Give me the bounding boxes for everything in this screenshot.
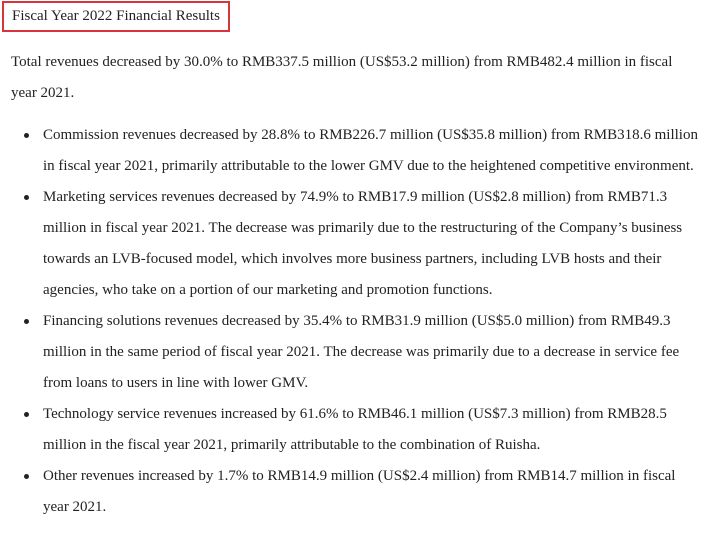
list-item-marketing-services-revenues <box>0 182 710 306</box>
list-item-commission-revenues <box>0 120 710 182</box>
bullet-dot-icon <box>24 474 29 479</box>
section-title: Fiscal Year 2022 Financial Results <box>12 8 220 24</box>
bullet-dot-icon <box>24 319 29 324</box>
list-item-other-revenues <box>0 461 710 523</box>
list-item-text: Other revenues increased by 1.7% to RMB14.9 million (US$2.4 million) from RMB14.7 million in fiscal year 2021. <box>43 468 676 515</box>
revenue-breakdown-list <box>0 120 710 523</box>
list-item-technology-service-revenues <box>0 399 710 461</box>
bullet-dot-icon <box>24 412 29 417</box>
section-title-highlight <box>2 1 230 32</box>
bullet-dot-icon <box>24 195 29 200</box>
list-item-text: Commission revenues decreased by 28.8% to RMB226.7 million (US$35.8 million) from RMB318.6 million in fiscal year 2021, primarily attributable to the lower GMV due to the heightened competitive environment. <box>43 127 698 174</box>
list-item-text: Technology service revenues increased by 61.6% to RMB46.1 million (US$7.3 million) from RMB28.5 million in the fiscal year 2021, primarily attributable to the combination of Ruisha. <box>43 406 667 453</box>
bullet-dot-icon <box>24 133 29 138</box>
list-item-financing-solutions-revenues <box>0 306 710 399</box>
list-item-text: Marketing services revenues decreased by 74.9% to RMB17.9 million (US$2.8 million) from RMB71.3 million in fiscal year 2021. The decrease was primarily due to the restructuring of the Company’s business towards an LVB-focused model, which involves more business partners, including LVB hosts and their agencies, who take on a portion of our marketing and promotion functions. <box>43 189 683 298</box>
list-item-text: Financing solutions revenues decreased by 35.4% to RMB31.9 million (US$5.0 million) from RMB49.3 million in the same period of fiscal year 2021. The decrease was primarily due to a decrease in service fee from loans to users in line with lower GMV. <box>43 313 680 391</box>
intro-paragraph: Total revenues decreased by 30.0% to RMB337.5 million (US$53.2 million) from RMB482.4 million in fiscal year 2021. <box>11 54 673 101</box>
